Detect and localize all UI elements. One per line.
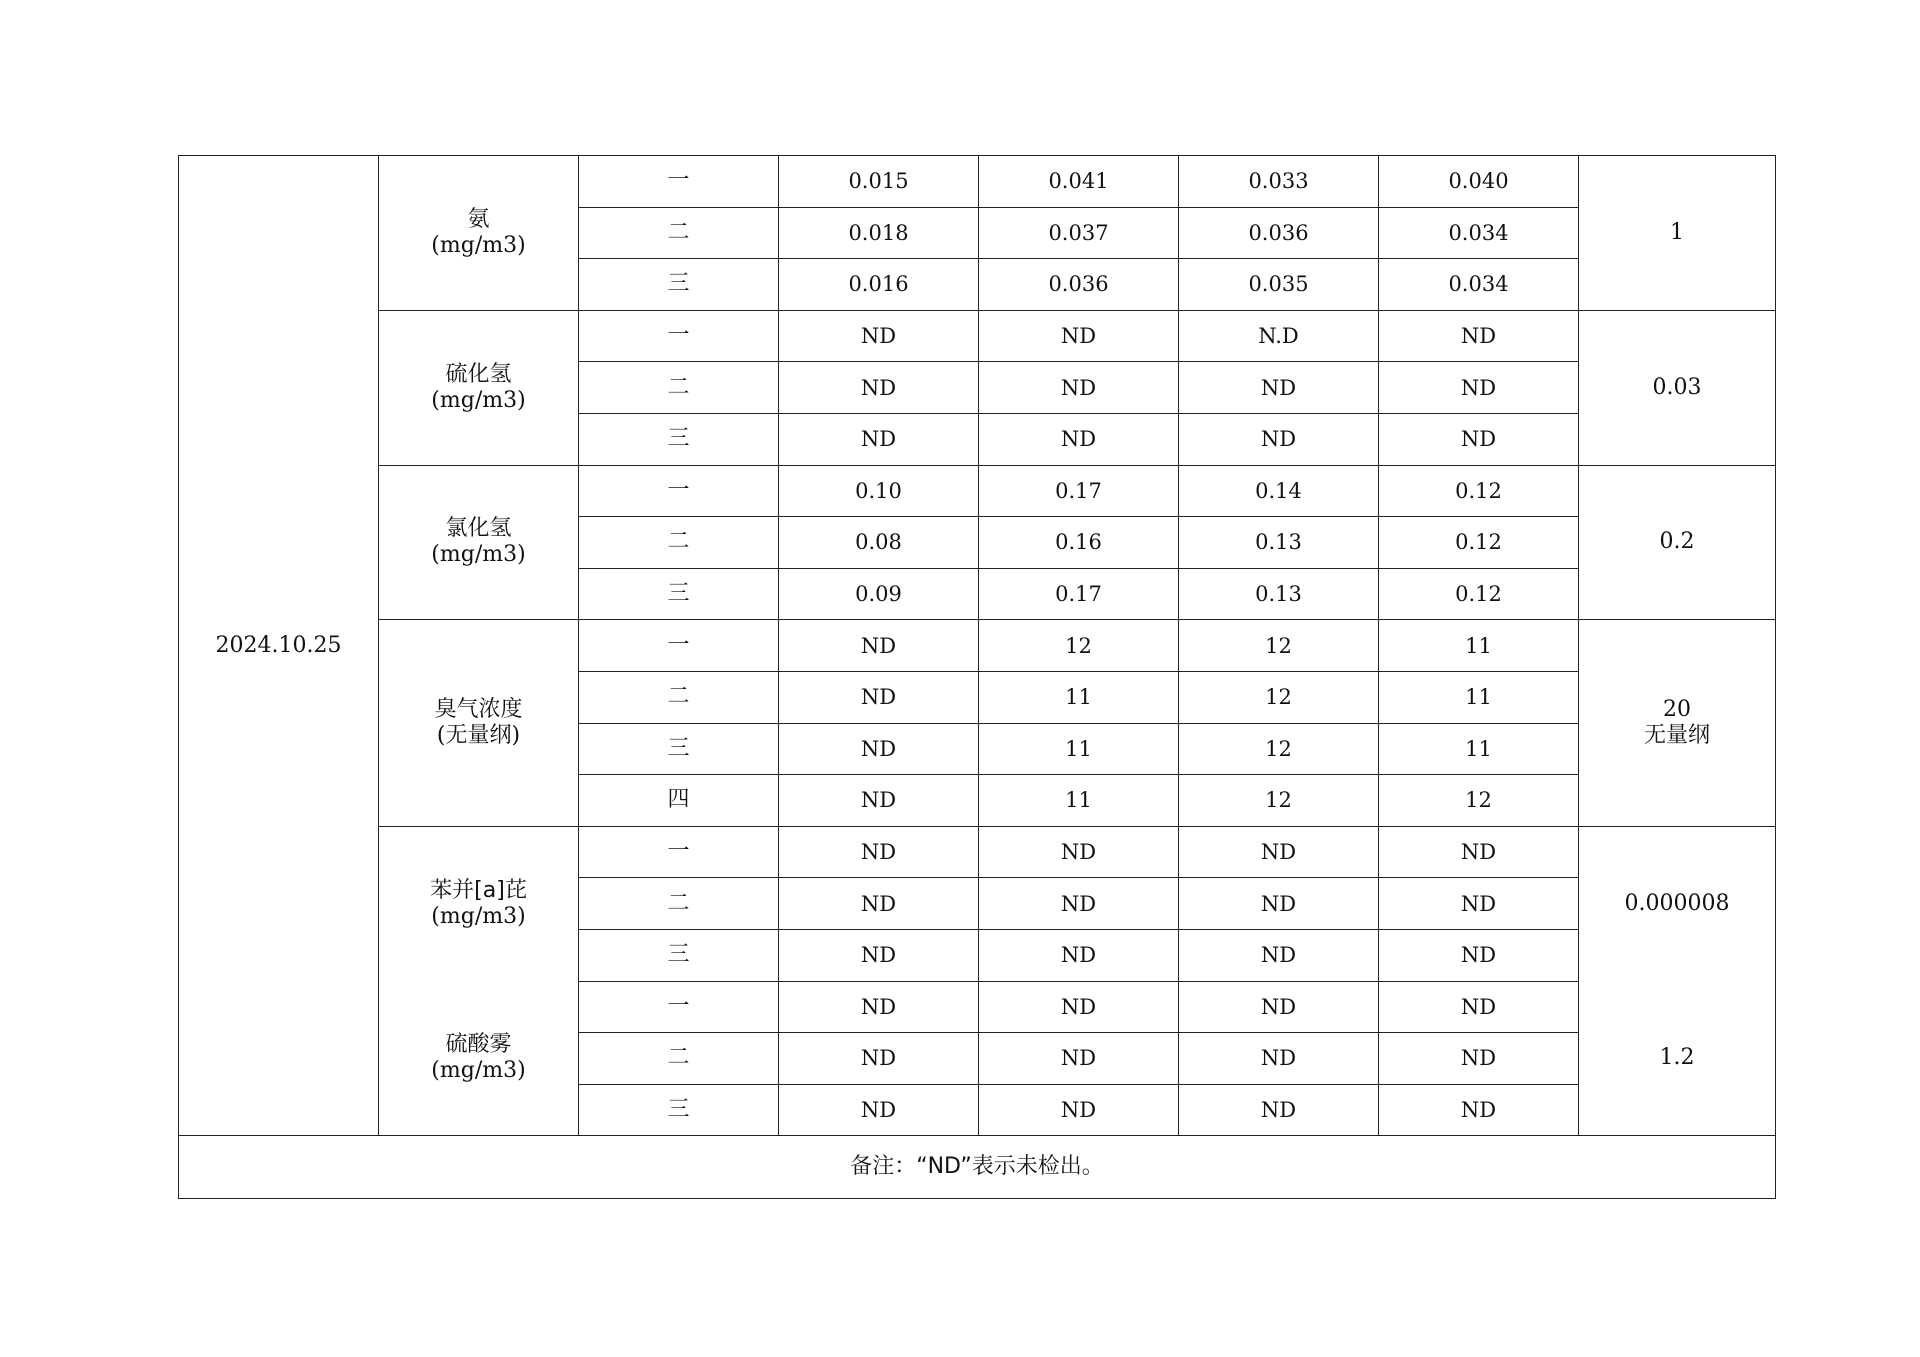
measurement-value: ND [979, 1084, 1179, 1136]
measurement-value: ND [779, 775, 979, 827]
measurement-value: ND [1179, 878, 1379, 930]
measurement-value: 11 [1379, 620, 1579, 672]
measurement-value: ND [1379, 413, 1579, 465]
measurement-value: ND [1379, 981, 1579, 1033]
limit-value: 0.03 [1652, 374, 1702, 400]
measurement-value: ND [979, 362, 1179, 414]
table-row [179, 465, 1776, 517]
measurement-value: 0.034 [1379, 207, 1579, 259]
measurement-value: ND [779, 671, 979, 723]
table-row [179, 620, 1776, 672]
table-row [179, 981, 1776, 1033]
measurement-value: 11 [1379, 671, 1579, 723]
measurement-value: 12 [1379, 775, 1579, 827]
pollutant-name: 硫化氢 [445, 361, 512, 387]
sample-sequence: 三 [579, 1084, 779, 1136]
measurement-value: ND [1179, 1033, 1379, 1085]
pollutant-name: 苯并[a]芘 [430, 877, 527, 903]
pollutant-unit: (mg/m3) [431, 1058, 526, 1084]
measurement-value: ND [1179, 1084, 1379, 1136]
measurement-value: ND [1379, 1033, 1579, 1085]
pollutant-unit: (mg/m3) [431, 542, 526, 568]
sample-sequence: 一 [579, 826, 779, 878]
pollutant-name: 硫酸雾 [445, 1032, 512, 1058]
measurement-value: 0.037 [979, 207, 1179, 259]
limit-value: 1.2 [1659, 1045, 1695, 1071]
limit-value: 20 [1663, 697, 1691, 723]
measurement-value: 0.17 [979, 568, 1179, 620]
measurement-value: ND [979, 981, 1179, 1033]
sampling-date: 2024.10.25 [179, 156, 379, 1136]
pollutant-unit: (mg/m3) [431, 232, 526, 258]
measurement-value: ND [779, 929, 979, 981]
sample-sequence: 一 [579, 981, 779, 1033]
measurement-value: ND [1179, 413, 1379, 465]
measurement-value: ND [779, 1084, 979, 1136]
sample-sequence: 三 [579, 929, 779, 981]
limit-value: 0.000008 [1624, 890, 1730, 916]
measurement-value: 0.17 [979, 465, 1179, 517]
measurement-value: ND [1379, 878, 1579, 930]
pollutant-name: 臭气浓度 [434, 697, 523, 723]
measurement-value: ND [1179, 362, 1379, 414]
measurement-value: ND [779, 413, 979, 465]
limit-value: 0.2 [1659, 529, 1695, 555]
pollutant-unit: (mg/m3) [431, 903, 526, 929]
pollutant-name-cell [379, 156, 579, 311]
measurement-value: 12 [979, 620, 1179, 672]
measurement-value: ND [779, 362, 979, 414]
measurement-value: ND [1379, 362, 1579, 414]
limit-value-cell [1579, 620, 1776, 826]
measurement-value: 0.12 [1379, 568, 1579, 620]
sample-sequence: 二 [579, 671, 779, 723]
measurement-value: ND [1179, 929, 1379, 981]
measurement-value: 0.036 [979, 259, 1179, 311]
sample-sequence: 二 [579, 207, 779, 259]
pollutant-unit: (无量纲) [436, 723, 521, 749]
pollutant-name: 氯化氢 [445, 516, 512, 542]
measurement-value: ND [979, 878, 1179, 930]
measurement-value: ND [979, 826, 1179, 878]
measurement-value: 0.12 [1379, 465, 1579, 517]
monitoring-results-table [178, 155, 1776, 1199]
measurement-value: 0.10 [779, 465, 979, 517]
table-row [179, 156, 1776, 208]
measurement-value: 0.034 [1379, 259, 1579, 311]
measurement-value: ND [1379, 1084, 1579, 1136]
measurement-value: 0.16 [979, 517, 1179, 569]
measurement-value: ND [779, 981, 979, 1033]
measurement-value: 0.015 [779, 156, 979, 208]
sample-sequence: 二 [579, 362, 779, 414]
measurement-value: 11 [979, 671, 1179, 723]
pollutant-name-cell [379, 981, 579, 1136]
measurement-value: ND [779, 1033, 979, 1085]
measurement-value: N.D [1179, 310, 1379, 362]
limit-value-cell [1579, 465, 1776, 620]
pollutant-name-cell [379, 826, 579, 981]
sample-sequence: 三 [579, 723, 779, 775]
measurement-value: ND [979, 929, 1179, 981]
measurement-value: ND [779, 310, 979, 362]
measurement-value: ND [979, 310, 1179, 362]
measurement-value: 0.036 [1179, 207, 1379, 259]
measurement-value: ND [779, 723, 979, 775]
measurement-value: ND [979, 413, 1179, 465]
limit-value-cell [1579, 310, 1776, 465]
measurement-value: 0.041 [979, 156, 1179, 208]
measurement-value: 0.016 [779, 259, 979, 311]
measurement-value: ND [1379, 826, 1579, 878]
measurement-value: 11 [979, 775, 1179, 827]
measurement-value: ND [1379, 929, 1579, 981]
sample-sequence: 三 [579, 568, 779, 620]
limit-value-cell [1579, 826, 1776, 981]
measurement-value: ND [779, 826, 979, 878]
limit-value-cell [1579, 981, 1776, 1136]
limit-value: 1 [1670, 219, 1684, 245]
measurement-value: 0.040 [1379, 156, 1579, 208]
sample-sequence: 一 [579, 310, 779, 362]
limit-value: 无量纲 [1643, 723, 1710, 749]
table-row [179, 826, 1776, 878]
pollutant-name-cell [379, 465, 579, 620]
limit-value-cell [1579, 156, 1776, 311]
measurement-value: 12 [1179, 723, 1379, 775]
sample-sequence: 一 [579, 620, 779, 672]
sample-sequence: 一 [579, 465, 779, 517]
measurement-value: 0.035 [1179, 259, 1379, 311]
sample-sequence: 二 [579, 878, 779, 930]
measurement-value: ND [1179, 981, 1379, 1033]
measurement-value: 0.13 [1179, 568, 1379, 620]
sample-sequence: 三 [579, 259, 779, 311]
measurement-value: ND [1379, 310, 1579, 362]
measurement-value: ND [779, 878, 979, 930]
measurement-value: 0.14 [1179, 465, 1379, 517]
note-row [179, 1136, 1776, 1199]
measurement-value: ND [979, 1033, 1179, 1085]
measurement-value: 11 [979, 723, 1179, 775]
measurement-value: 0.12 [1379, 517, 1579, 569]
measurement-value: 12 [1179, 671, 1379, 723]
measurement-value: 0.033 [1179, 156, 1379, 208]
measurement-value: 0.09 [779, 568, 979, 620]
measurement-value: ND [1179, 826, 1379, 878]
pollutant-unit: (mg/m3) [431, 387, 526, 413]
measurement-value: 12 [1179, 620, 1379, 672]
sample-sequence: 二 [579, 1033, 779, 1085]
measurement-value: ND [779, 620, 979, 672]
measurement-value: 12 [1179, 775, 1379, 827]
measurement-value: 0.018 [779, 207, 979, 259]
sample-sequence: 一 [579, 156, 779, 208]
measurement-value: 11 [1379, 723, 1579, 775]
measurement-value: 0.13 [1179, 517, 1379, 569]
sample-sequence: 三 [579, 413, 779, 465]
table-row [179, 310, 1776, 362]
pollutant-name: 氨 [467, 206, 490, 232]
pollutant-name-cell [379, 310, 579, 465]
sample-sequence: 四 [579, 775, 779, 827]
sample-sequence: 二 [579, 517, 779, 569]
pollutant-name-cell [379, 620, 579, 826]
note-text: 备注：“ND”表示未检出。 [179, 1136, 1776, 1199]
measurement-value: 0.08 [779, 517, 979, 569]
